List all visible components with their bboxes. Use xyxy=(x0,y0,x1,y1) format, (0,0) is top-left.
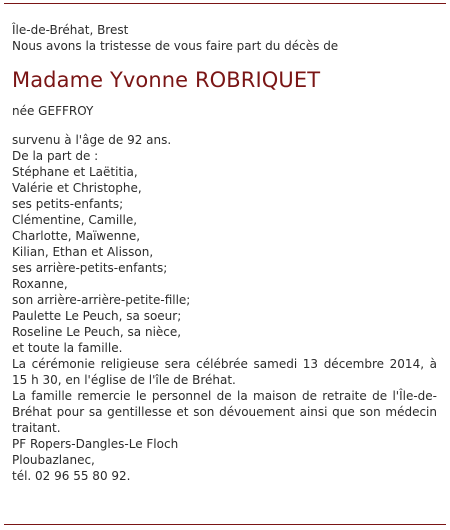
notice-line: Roseline Le Peuch, sa nièce, xyxy=(12,325,182,339)
thanks-paragraph: La famille remercie le personnel de la maison de retraite de l'Île-de-Bréhat pour sa gentillesse et son dévouement ainsi que son médecin traitant. xyxy=(12,389,437,435)
notice-line: Roxanne, xyxy=(12,277,68,291)
ceremony-paragraph: La cérémonie religieuse sera célébrée samedi 13 décembre 2014, à 15 h 30, en l'église de l'île de Bréhat. xyxy=(12,357,437,387)
top-divider xyxy=(4,3,446,4)
notice-line: Paulette Le Peuch, sa soeur; xyxy=(12,309,182,323)
notice-intro: Nous avons la tristesse de vous faire part du décès de xyxy=(12,39,339,53)
notice-line: Charlotte, Maïwenne, xyxy=(12,229,141,243)
funeral-home-town: Ploubazlanec, xyxy=(12,453,95,467)
maiden-name: née GEFFROY xyxy=(12,104,94,118)
notice-line: ses arrière-petits-enfants; xyxy=(12,261,168,275)
notice-content xyxy=(12,22,437,484)
notice-line: et toute la famille. xyxy=(12,341,123,355)
notice-line: De la part de : xyxy=(12,149,99,163)
notice-line: Kilian, Ethan et Alisson, xyxy=(12,245,154,259)
notice-line: Clémentine, Camille, xyxy=(12,213,138,227)
notice-line: survenu à l'âge de 92 ans. xyxy=(12,133,172,147)
notice-line: Valérie et Christophe, xyxy=(12,181,142,195)
notice-location: Île-de-Bréhat, Brest xyxy=(12,23,129,37)
notice-line: ses petits-enfants; xyxy=(12,197,124,211)
funeral-home: PF Ropers-Dangles-Le Floch xyxy=(12,437,179,451)
funeral-home-phone: tél. 02 96 55 80 92. xyxy=(12,469,131,483)
bottom-divider xyxy=(4,524,446,525)
notice-line: son arrière-arrière-petite-fille; xyxy=(12,293,191,307)
notice-line: Stéphane et Laëtitia, xyxy=(12,165,138,179)
deceased-name: Madame Yvonne ROBRIQUET xyxy=(12,68,321,92)
